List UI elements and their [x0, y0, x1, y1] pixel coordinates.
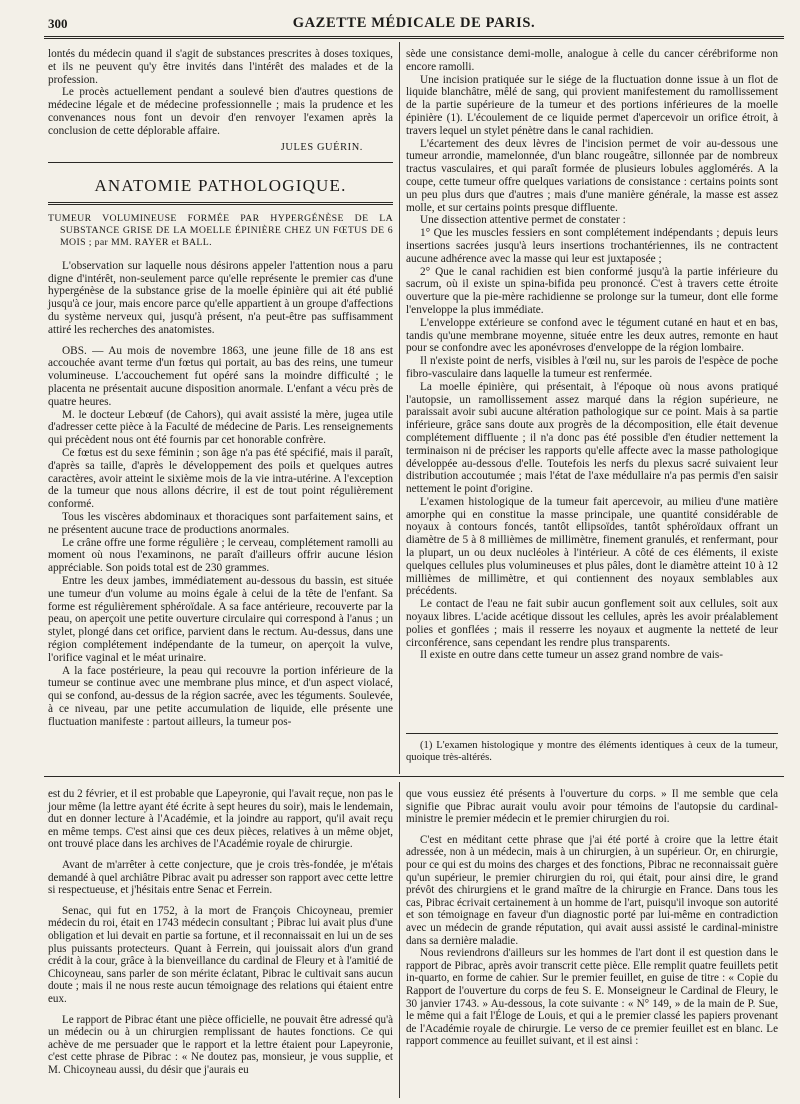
paragraph: Le procès actuellement pendant a soulevé bien d'autres questions de médecine légale et de médecine professionnelle ; mais la prudence et les convenances nous font un devoir d'en renvoyer l'examen après la conclusion de cette déplorable affaire. — [48, 86, 393, 137]
paragraph: 2° Que le canal rachidien est bien conformé jusqu'à la partie inférieure du sacrum, où il existe un spina-bifida peu prononcé. C'est à travers cette étroite ouverture que la pie-mère rachidienne se prolonge sur la tumeur, dont elle forme l'enveloppe la plus immédiate. — [406, 265, 778, 316]
paragraph: La moelle épinière, qui présentait, à l'époque où nous avons pratiqué l'autopsie, un ramollissement assez marqué dans la région supérieure, ne paraissait avoir subi aucune altération pathologique sur ce point. Mais à sa partie inférieure, grâce sans doute aux progrès de la décomposition, elle était devenue complétement diffluente ; il n'a donc pas été possible d'en étudier nettement la terminaison ni de préciser les rapports qu'elle affecte avec la masse pathologique développée au-dessous d'elle. Toutefois les nerfs du plexus sacré suivaient leur distribution accoutumée ; mais l'état de l'axe médullaire n'a pas permis d'en saisir nettement le point d'origine. — [406, 380, 778, 496]
paragraph: L'examen histologique de la tumeur fait apercevoir, au milieu d'une matière amorphe qui en constitue la masse principale, une quantité considérable de noyaux à contours foncés, tantôt ellipsoïdes, tantôt sphéroïdaux offrant un diamètre de 5 à 8 millièmes de millimètre, finement granulés, et renfermant, pour la plupart, un ou deux nucléoles à l'intérieur. A côté de ces éléments, il existe quelques cellules plus volumineuses et plus pâles, dont le diamètre atteint 10 à 12 millièmes de millimètre, et qui contiennent des noyaux semblables aux précédents. — [406, 495, 778, 598]
paragraph: que vous eussiez été présents à l'ouverture du corps. » Il me semble que cela signifie que Pibrac aurait voulu avoir pour témoins de l'autopsie du cardinal-ministre le premier médecin et le premier chirurgien du roi. — [406, 788, 778, 826]
paragraph: Le crâne offre une forme régulière ; le cerveau, complétement ramolli au moment où nous l'examinons, ne paraît d'ailleurs offrir aucune lésion appréciable. Son poids total est de 230 grammes. — [48, 536, 393, 575]
paragraph: Une incision pratiquée sur le siége de la fluctuation donne issue à un flot de liquide blanchâtre, mêlé de sang, qui provient manifestement du ramollissement de la partie supérieure de la tumeur et des portions inférieures de la moelle épinière (1). L'écoulement de ce liquide permet d'apercevoir un orifice étroit, à travers lequel un stylet pénètre dans le canal rachidien. — [406, 73, 778, 137]
paragraph: M. le docteur Lebœuf (de Cahors), qui avait assisté la mère, jugea utile d'adresser cette pièce à la Faculté de médecine de Paris. Les renseignements qui précèdent nous ont été fournis par cet honorable confrère. — [48, 408, 393, 447]
paragraph: est du 2 février, et il est probable que Lapeyronie, qui l'avait reçue, non pas le jour même (la lettre ayant été écrite à sept heures du soir), mais le lendemain, dut en donner lecture à l'Académie, et la joindre au rapport, qu'il avait reçu en même temps. C'est ainsi que ces deux pièces, relatives à un même objet, ont trouvé place dans les archives de l'Académie royale de chirurgie. — [48, 788, 393, 851]
paragraph: Le rapport de Pibrac étant une pièce officielle, ne pouvait être adressé qu'à un médecin ou à un chirurgien remplissant de hautes fonctions. Ce qui achève de me persuader que le rapport et la lettre étaient pour Lapeyronie, c'est cette phrase de Pibrac : « Ne doutez pas, monsieur, je vous supplie, et M. Chicoyneau aussi, du désir que j'aurais eu — [48, 1013, 393, 1076]
paragraph: Une dissection attentive permet de constater : — [420, 214, 626, 227]
bottom-right-column — [406, 788, 778, 1098]
paragraph: L'enveloppe extérieure se confond avec le tégument cutané en haut et en bas, tandis qu'une membrane moyenne, située entre les deux autres, remonte en haut pour se confondre avec les aponévroses d'enveloppe de la région lombaire. — [406, 316, 778, 355]
paragraph: L'observation sur laquelle nous désirons appeler l'attention nous a paru digne d'intérêt, non-seulement parce qu'elle représente le premier cas d'une hypergénèse de la substance grise de la moelle épinière qui ait été publié jusqu'à ce jour, mais encore parce qu'elle appartient à un groupe d'affections du système nerveux qui, jusqu'à présent, n'a peut-être pas suffisamment attiré les recherches des anatomistes. — [48, 259, 393, 336]
page-header — [48, 14, 780, 34]
paragraph: L'écartement des deux lèvres de l'incision permet de voir au-dessous une tumeur arrondie, mamelonnée, d'un blanc rougeâtre, sillonnée par de nombreux tractus vasculaires, et qui paraît formée de plusieurs lobules agglomérés. A la coupe, cette tumeur offre quelques variations de consistance : certains points sont un peu plus durs que d'autres ; mais d'une manière générale, la masse est assez molle, et sur certains points presque diffluente. — [406, 137, 778, 214]
column-divider-bottom — [399, 782, 400, 1098]
paragraph: OBS. — Au mois de novembre 1863, une jeune fille de 18 ans est accouchée avant terme d'un fœtus qui portait, au bas des reins, une tumeur volumineuse. L'accouchement fut opéré sans la moindre difficulté ; le placenta ne présentait aucune disposition anormale. L'enfant a vécu près de quatre heures. — [48, 344, 393, 408]
paragraph: Ce fœtus est du sexe féminin ; son âge n'a pas été spécifié, mais il paraît, d'après sa taille, d'après le développement des poils et quelques autres caractères, avoir atteint le sixième mois de la vie intra-utérine. A l'exception de la tumeur que nous allons décrire, il est de tout point régulièrement conformé. — [48, 446, 393, 511]
column-divider-top — [399, 42, 400, 774]
footnote-block — [406, 733, 778, 764]
header-double-rule — [44, 36, 784, 39]
paragraph: Nous reviendrons d'ailleurs sur les hommes de l'art dont il est question dans le rapport de Pibrac, après avoir transcrit cette pièce. Elle remplit quatre feuillets petit in-quarto, en forme de cahier. Sur le premier feuillet, en guise de titre : « Copie du Rapport de l'ouverture du corps de feu S. E. Monseigneur le Cardinal de Fleury, le 30 janvier 1743. » Au-dessous, la cote suivante : « N° 149, » de la main de P. Sue, le même qui a fait l'Éloge de Louis, et qui a le premier classé les papiers provenant de l'Académie royale de chirurgie. Le verso de ce premier feuillet est en blanc. Le rapport commence au feuillet suivant, et il est ainsi : — [406, 947, 778, 1048]
paragraph: A la face postérieure, la peau qui recouvre la portion inférieure de la tumeur se continue avec une membrane plus mince, et d'un aspect violacé, qui se confond, au-dessus de la région sacrée, avec les téguments. Soulevée, à ce niveau, par une petite accumulation de liquide, elle présente une fluctuation manifeste : partout ailleurs, la tumeur pos- — [48, 664, 393, 728]
paragraph: Il n'existe point de nerfs, visibles à l'œil nu, sur les parois de l'espèce de poche fibro-vasculaire dans laquelle la tumeur est renfermée. — [406, 355, 778, 380]
top-right-column — [406, 48, 778, 772]
paragraph: lontés du médecin quand il s'agit de substances prescrites à doses toxiques, et ils ne peuvent qu'y être invités dans l'intérêt des malades et de la profession. — [48, 48, 393, 86]
section-divider — [44, 776, 784, 777]
article-title — [48, 213, 393, 250]
top-right-body — [406, 48, 778, 662]
footnote: (1) L'examen histologique y montre des éléments identiques à ceux de la tumeur, quoique très-altérés. — [406, 740, 778, 763]
paragraph: Entre les deux jambes, immédiatement au-dessous du bassin, est située une tumeur d'un volume au moins égale à celui de la tête de l'enfant. Sa forme est régulièrement sphéroïdale. A sa face antérieure, recouverte par la peau, on aperçoit une petite ouverture circulaire qui correspond à l'anus ; un stylet, plongé dans cet orifice, parvient dans le rectum. Au-dessus, dans une région complétement indépendante de la tumeur, on aperçoit la vulve, l'orifice vaginal et le méat urinaire. — [48, 574, 393, 664]
section-header — [48, 162, 393, 205]
top-left-column — [48, 48, 393, 772]
paragraph: Tous les viscères abdominaux et thoraciques sont parfaitement sains, et ne présentent aucune trace de productions anormales. — [48, 510, 393, 536]
signature: JULES GUÉRIN. — [280, 141, 363, 153]
article-title-text: TUMEUR VOLUMINEUSE FORMÉE PAR HYPERGÉNÈSE DE LA SUBSTANCE GRISE DE LA MOELLE ÉPINIÈRE CHEZ UN FŒTUS DE 6 MOIS ; — [48, 212, 393, 249]
bottom-left-column — [48, 788, 393, 1098]
section-title: ANATOMIE PATHOLOGIQUE. — [94, 175, 347, 195]
paragraph: C'est en méditant cette phrase que j'ai été porté à croire que la lettre était adressée, non à un médecin, mais à un chirurgien, à un supérieur. Or, en chirurgie, pour ce qui est du moins des charges et des fonctions, Pibrac ne reconnaissait guère qu'un supérieur, le premier chirurgien du roi, qui était, pour ainsi dire, le grand prévôt des chirurgiens et le grand maître de la chirurgie en France. Dans tous les cas, Pibrac écrivait certainement à un homme de l'art, puisqu'il invoque son autorité et son témoignage en faveur d'un diagnostic porté par lui-même en contradiction avec un médecin de grande réputation, qui avait aussi assisté le cardinal-ministre dans sa dernière maladie. — [406, 833, 778, 947]
article-authors: par MM. RAYER et BALL. — [94, 237, 212, 249]
paragraph: Le contact de l'eau ne fait subir aucun gonflement soit aux cellules, soit aux noyaux libres. L'acide acétique dissout les cellules, après les avoir préalablement polies et gonflées ; mais il resserre les noyaux et augmente la netteté de leur circonférence, sans cependant les rendre plus transparents. — [406, 598, 778, 649]
paragraph: Senac, qui fut en 1752, à la mort de François Chicoyneau, premier médecin du roi, était en 1743 médecin consultant ; Pibrac lui avait plus d'une obligation et lui devait en partie sa fortune, et il reconnaissait en lui un de ses plus puissants protecteurs. Quant à Ferrein, qui jouissait alors d'un grand crédit à la cour, grâce à la bienveillance du cardinal de Fleury et à l'amitié de Chicoyneau, sans parler de son mérite éclatant, Pibrac le cultivait sans aucun doute ; mais il ne nous reste aucun témoignage des relations qui étaient entre eux. — [48, 904, 393, 1005]
paragraph: Il existe en outre dans cette tumeur un assez grand nombre de vais- — [420, 649, 724, 662]
page-number: 300 — [48, 16, 68, 31]
paragraph: sède une consistance demi-molle, analogue à celle du cancer cérébriforme non encore ramolli. — [406, 48, 778, 73]
paragraph: Avant de m'arrêter à cette conjecture, que je crois très-fondée, je m'étais demandé à quel archiâtre Pibrac avait pu adresser son rapport avec cette lettre si respectueuse, et j'hésitais entre Senac et Ferrein. — [48, 858, 393, 897]
paragraph: 1° Que les muscles fessiers en sont complétement indépendants ; depuis leurs insertions sacrées jusqu'à leurs insertions trochantériennes, ils ne contractent aucune adhérence avec la masse qui leur est juxtaposée ; — [406, 227, 778, 265]
masthead-title: GAZETTE MÉDICALE DE PARIS. — [292, 15, 536, 31]
